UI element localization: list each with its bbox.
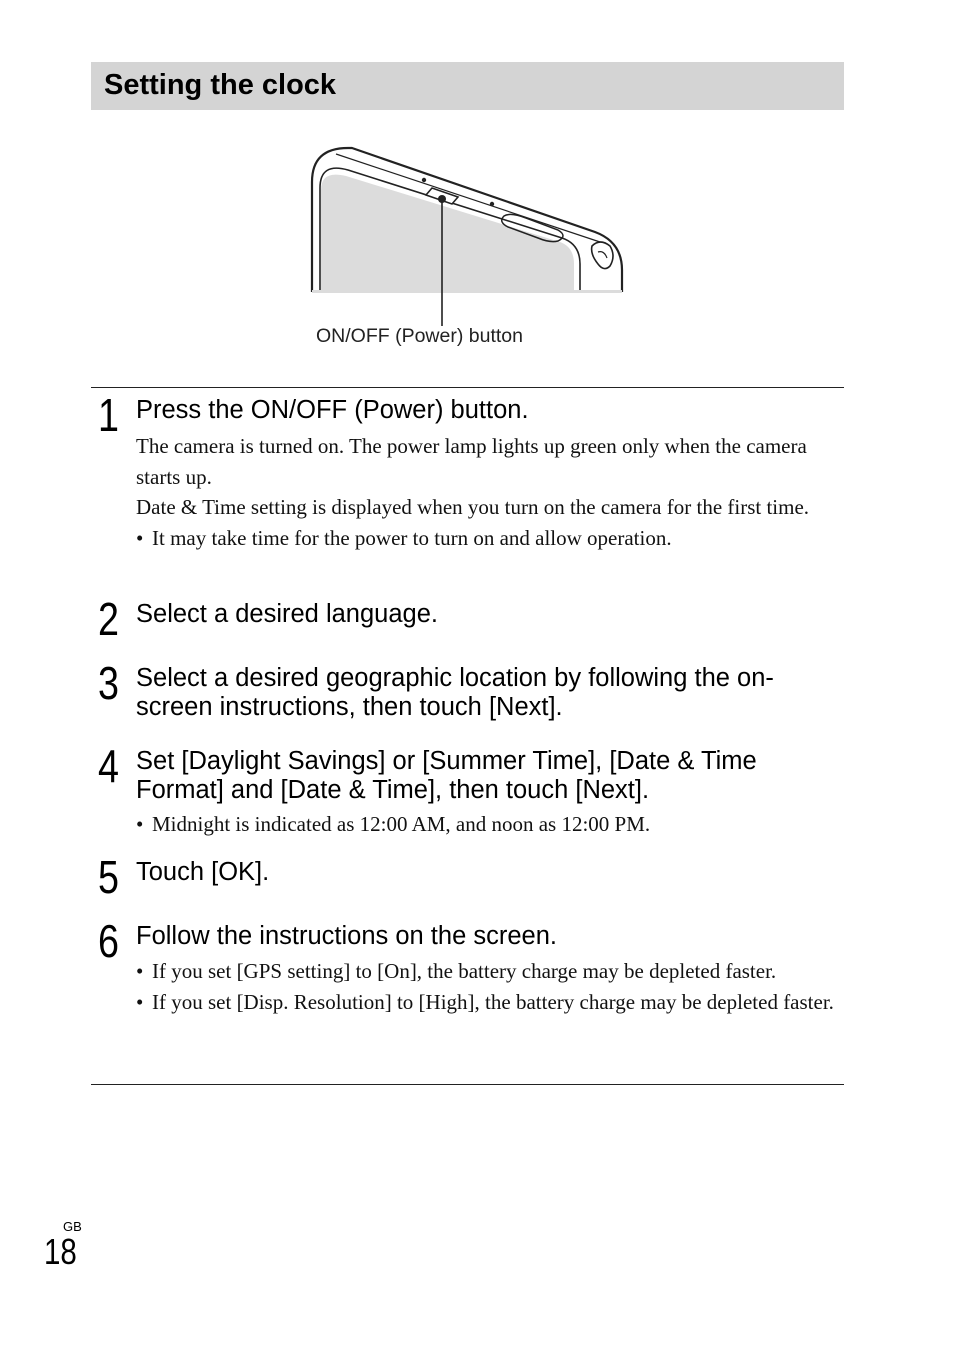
camera-illustration (300, 140, 640, 360)
step-title: Follow the instructions on the screen. (136, 922, 557, 950)
step-number: 2 (98, 593, 119, 645)
step-number: 3 (98, 657, 119, 709)
step-paragraph: The camera is turned on. The power lamp lights up green only when the camera starts up. (136, 434, 807, 489)
step-title: Touch [OK]. (136, 858, 270, 886)
step-paragraph: Date & Time setting is displayed when you turn on the camera for the first time. (136, 495, 810, 519)
section-title: Setting the clock (104, 69, 337, 101)
bullet-text: Midnight is indicated as 12:00 AM, and noon as 12:00 PM. (152, 812, 651, 836)
bullet-symbol: • (136, 959, 144, 983)
bullet-symbol: • (136, 525, 144, 550)
step-body (136, 431, 848, 553)
step-title: Select a desired geographic location by following the on-screen instructions, then touch [Next]. (136, 664, 774, 721)
bullet-text: If you set [GPS setting] to [On], the battery charge may be depleted faster. (152, 959, 777, 983)
page-number: 18 (44, 1231, 77, 1272)
step-body (136, 956, 848, 1017)
step-number: 6 (98, 915, 119, 967)
figure-caption: ON/OFF (Power) button (316, 325, 523, 347)
step-title: Press the ON/OFF (Power) button. (136, 396, 529, 424)
step-number: 4 (98, 740, 119, 792)
bullet-item (136, 956, 848, 987)
step-body (136, 809, 848, 840)
bullet-item (136, 987, 848, 1018)
top-rule (91, 387, 844, 388)
step-number: 5 (98, 851, 119, 903)
region-code: GB (63, 1219, 82, 1234)
bullet-item (136, 809, 848, 840)
step-number: 1 (98, 389, 119, 441)
bullet-text: If you set [Disp. Resolution] to [High], the battery charge may be depleted faster. (152, 989, 834, 1014)
bullet-text: It may take time for the power to turn on and allow operation. (152, 525, 672, 550)
section-header (91, 62, 844, 110)
step-title: Set [Daylight Savings] or [Summer Time], [Date & Time Format] and [Date & Time], then touch [Next]. (136, 747, 757, 804)
bullet-symbol: • (136, 989, 144, 1014)
step-title: Select a desired language. (136, 600, 438, 628)
bullet-symbol: • (136, 812, 144, 836)
bullet-item (136, 523, 848, 554)
bottom-rule (91, 1084, 844, 1085)
